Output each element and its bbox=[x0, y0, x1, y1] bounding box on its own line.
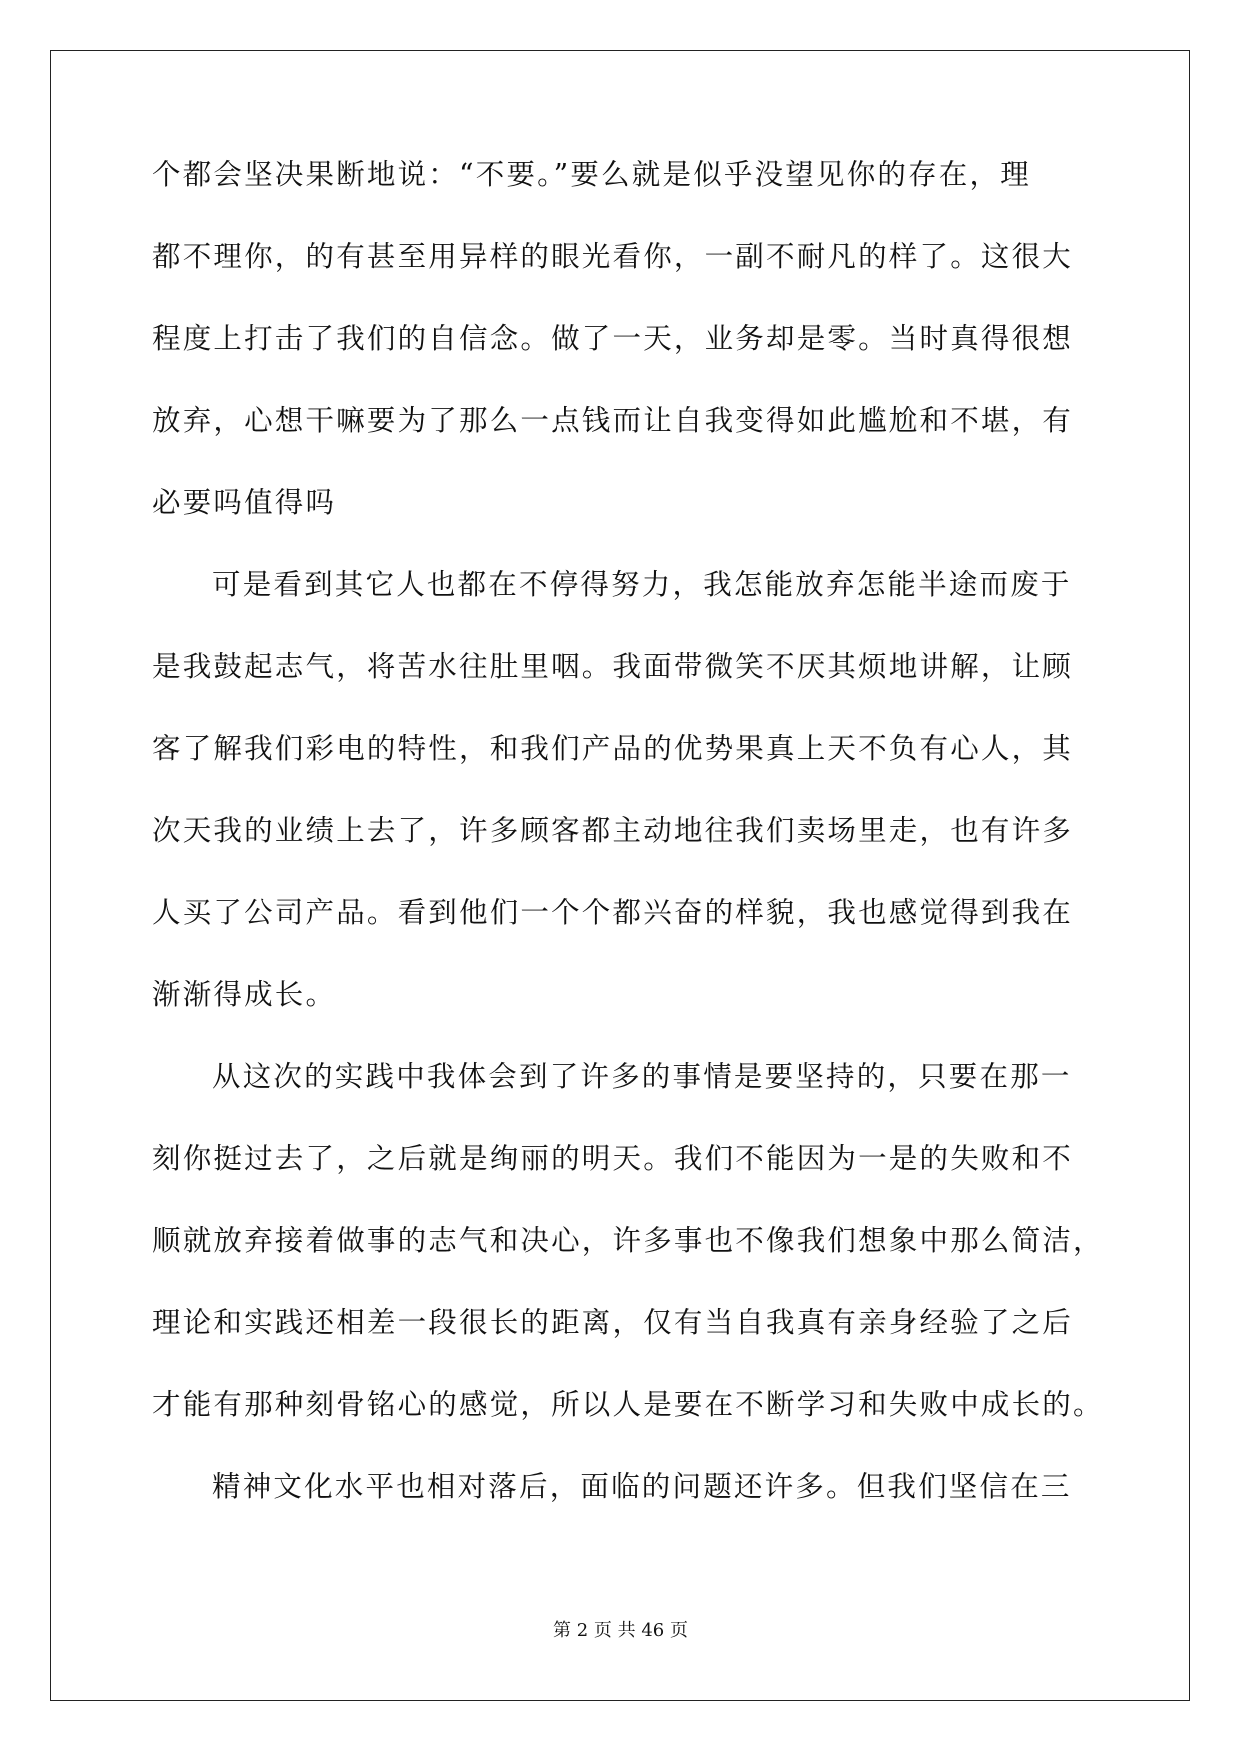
paragraph-start-line: 精神文化水平也相对落后，面临的问题还许多。但我们坚信在三 bbox=[212, 1470, 1072, 1503]
text-line: 顺就放弃接着做事的志气和决心，许多事也不像我们想象中那么简洁， bbox=[152, 1224, 1104, 1257]
text-line: 放弃，心想干嘛要为了那么一点钱而让自我变得如此尴尬和不堪，有 bbox=[152, 404, 1074, 437]
text-line: 必要吗值得吗 bbox=[152, 486, 337, 519]
document-body bbox=[152, 155, 1104, 1549]
text-line: 人买了公司产品。看到他们一个个都兴奋的样貌，我也感觉得到我在 bbox=[152, 896, 1074, 929]
paragraph-start-line: 可是看到其它人也都在不停得努力，我怎能放弃怎能半途而废于 bbox=[212, 568, 1072, 601]
text-line: 个都会坚决果断地说：“不要。”要么就是似乎没望见你的存在，理 bbox=[152, 158, 1031, 191]
text-line: 才能有那种刻骨铭心的感觉，所以人是要在不断学习和失败中成长的。 bbox=[152, 1388, 1104, 1421]
text-line: 次天我的业绩上去了，许多顾客都主动地往我们卖场里走，也有许多 bbox=[152, 814, 1074, 847]
text-line: 渐渐得成长。 bbox=[152, 978, 337, 1011]
text-line: 都不理你，的有甚至用异样的眼光看你，一副不耐凡的样了。这很大 bbox=[152, 240, 1074, 273]
paragraph-start-line: 从这次的实践中我体会到了许多的事情是要坚持的，只要在那一 bbox=[212, 1060, 1072, 1093]
text-line: 客了解我们彩电的特性，和我们产品的优势果真上天不负有心人，其 bbox=[152, 732, 1074, 765]
page-number-footer: 第 2 页 共 46 页 bbox=[553, 1620, 688, 1641]
text-line: 是我鼓起志气，将苦水往肚里咽。我面带微笑不厌其烦地讲解，让顾 bbox=[152, 650, 1074, 683]
text-line: 程度上打击了我们的自信念。做了一天，业务却是零。当时真得很想 bbox=[152, 322, 1074, 355]
text-line: 刻你挺过去了，之后就是绚丽的明天。我们不能因为一是的失败和不 bbox=[152, 1142, 1074, 1175]
text-line: 理论和实践还相差一段很长的距离，仅有当自我真有亲身经验了之后 bbox=[152, 1306, 1074, 1339]
